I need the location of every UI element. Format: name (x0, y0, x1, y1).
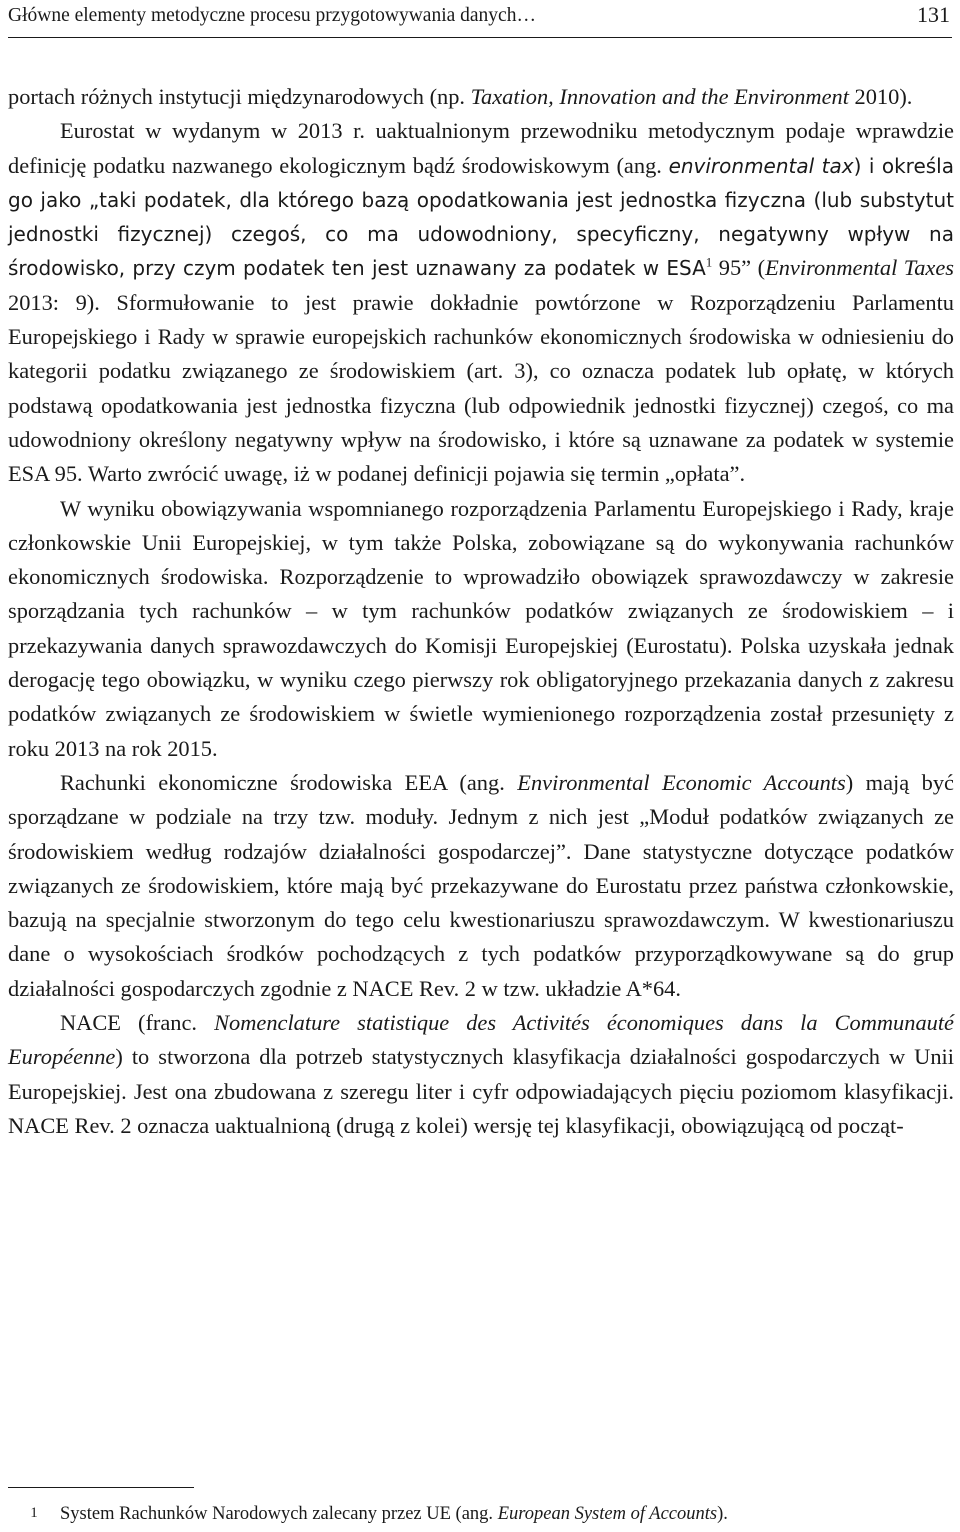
running-header (0, 0, 960, 48)
footnote (8, 1500, 954, 1527)
running-header-title: Główne elementy metodyczne procesu przygotowywania danych… (8, 5, 536, 26)
paragraph-3 (8, 492, 954, 766)
footnote-text-end: ). (717, 1504, 728, 1524)
paragraph-4-text: Rachunki ekonomiczne środowiska EEA (ang. (60, 769, 518, 795)
footnote-rule (8, 1487, 194, 1488)
paragraph-2-text-end: 2013: 9). Sformułowanie to jest prawie dokładnie powtórzone w Rozporządzeniu Parlamentu Europejskiego i Rady w sprawie europejskich rachunków ekonomicznych środowiska w odniesieniu do kategorii podatku związanego ze środowiskiem (art. 3), co oznacza podatek lub opłatę, w których podstawą opodatkowania jest jednostka fizyczna (lub odpowiednik jednostki fizycznej) czegoś, co ma udowodniony określony negatywny wpływ na środowisko, i które są uznawane za podatek w systemie ESA 95. Warto zwrócić uwagę, iż w podanej definicji pojawia się termin „opłata”. (8, 289, 954, 487)
paragraph-1 (8, 80, 954, 114)
paragraph-1-text-end: 2010). (848, 84, 913, 109)
footnote-italic: European System of Accounts (497, 1504, 718, 1524)
paragraph-1-italic: Taxation, Innovation and the Environment (470, 84, 849, 109)
paragraph-4-text-end: ) mają być sporządzane w podziale na trzy tzw. moduły. Jednym z nich jest „Moduł podatków związanych ze środowiskiem według rodzajów działalności gospodarczej”. Dane statystyczne dotyczące podatków związanych ze środowiskiem, które mają być przekazywane do Eurostatu przez państwa członkowskie, bazują na specjalnie stworzonym do tego celu kwestionariuszu sprawozdawczym. W kwestionariuszu dane o wysokościach środków pochodzących z tych podatków przyporządkowywane są do grup działalności gospodarczych zgodnie z NACE Rev. 2 w tzw. układzie A*64. (8, 769, 954, 1001)
paragraph-5 (8, 1006, 954, 1143)
paragraph-1-text: portach różnych instytucji międzynarodowych (np. (8, 84, 471, 109)
footnote-text: System Rachunków Narodowych zalecany przez UE (ang. (60, 1504, 498, 1524)
page-number: 131 (917, 2, 950, 27)
footnote-mark: 1 (30, 1505, 38, 1521)
paragraph-2-quote-end: 95” ( (712, 255, 766, 281)
paragraph-2-text: Eurostat w wydanym w 2013 r. uaktualnionym przewodniku metodycznym podaje wprawdzie definicję podatku nazwanego ekologicznym bądź środowiskowym (ang. (8, 118, 954, 178)
footnote-reference-1[interactable]: 1 (705, 255, 713, 271)
paragraph-2-definition: ) i określa go jako „taki podatek, dla którego bazą opodatkowania jest jednostka fizyczna (lub substytut jednostki fizycznej) czegoś, co ma udowodniony, specyficzny, negatywny wpływ na środowisko, przy czym podatek ten jest uznawany za podatek w ESA (8, 153, 954, 281)
paragraph-2-italic-citation: Environmental Taxes (765, 255, 954, 281)
paragraph-4 (8, 766, 954, 1006)
paragraph-5-text: NACE (franc. (60, 1010, 215, 1036)
paragraph-2-italic-term: environmental tax (668, 153, 854, 178)
paragraph-2 (8, 114, 954, 491)
body-text (8, 80, 954, 1143)
paragraph-3-text: W wyniku obowiązywania wspomnianego rozporządzenia Parlamentu Europejskiego i Rady, kraje członkowskie Unii Europejskiej, w tym także Polska, zobowiązane są do wykonywania rachunków ekonomicznych środowiska. Rozporządzenie to wprowadziło obowiązek sprawozdawczy w zakresie sporządzania tych rachunków – w tym rachunków podatków związanych ze środowiskiem – i przekazywania danych sprawozdawczych do Komisji Europejskiej (Eurostatu). Polska uzyskała jednak derogację tego obowiązku, w wyniku czego pierwszy rok obligatoryjnego przekazania danych z zakresu podatków związanych ze środowiskiem w świetle wymienionego rozporządzenia został przesunięty z roku 2013 na rok 2015. (8, 495, 954, 761)
paragraph-5-italic: Nomenclature statistique des Activités économiques dans la Communauté Européenne (8, 1010, 954, 1070)
paragraph-4-italic: Environmental Economic Accounts (517, 769, 846, 795)
paragraph-5-text-end: ) to stworzona dla potrzeb statystycznych klasyfikacja działalności gospodarczych w Unii Europejskiej. Jest ona zbudowana z szeregu liter i cyfr odpowiadających pięciu poziomom klasyfikacji. NACE Rev. 2 oznacza uaktualnioną (drugą z kolei) wersję tej klasyfikacji, obowiązującą od począt- (8, 1044, 954, 1138)
header-rule (8, 37, 952, 38)
